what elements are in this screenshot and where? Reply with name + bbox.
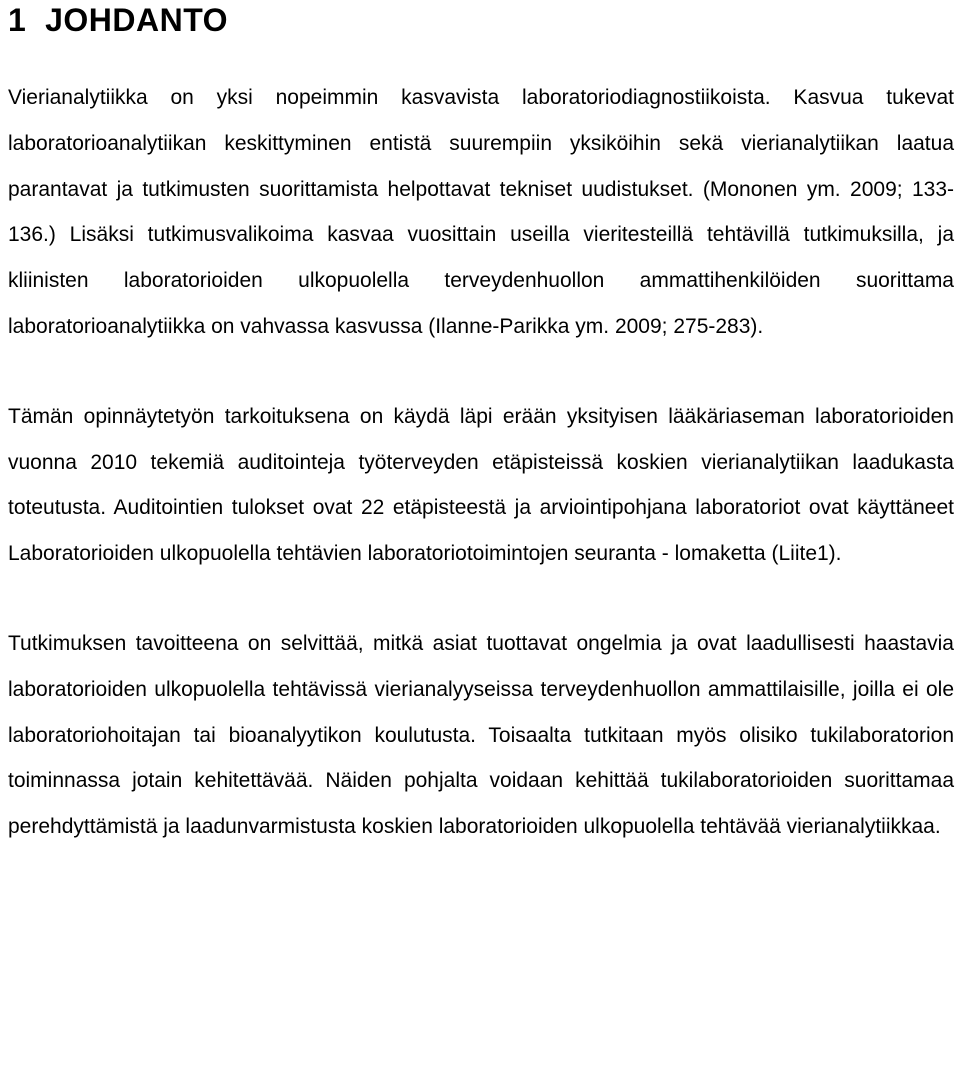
paragraph-goal: Tutkimuksen tavoitteena on selvittää, mitkä asiat tuottavat ongelmia ja ovat laadullisesti haastavia laboratorioiden ulkopuolella tehtävissä vierianalyyseissa terveydenhuollon ammattilaisille, joilla ei ole laboratoriohoitajan tai bioanalyytikon koulutusta. Toisaalta tutkitaan myös olisiko tukilaboratorion toiminnassa jotain kehitettävää. Näiden pohjalta voidaan kehittää tukilaboratorioiden suorittamaa perehdyttämistä ja laadunvarmistusta koskien laboratorioiden ulkopuolella tehtävää vierianalytiikkaa. xyxy=(8,631,954,839)
chapter-heading xyxy=(8,0,954,40)
chapter-title: JOHDANTO xyxy=(45,2,229,38)
chapter-number: 1 xyxy=(8,2,27,38)
document-page xyxy=(8,0,954,850)
paragraph-intro: Vierianalytiikka on yksi nopeimmin kasvavista laboratoriodiagnostiikoista. Kasvua tukevat laboratorioanalytiikan keskittyminen entistä suurempiin yksiköihin sekä vierianalytiikan laatua parantavat ja tutkimusten suorittamista helpottavat tekniset uudistukset. (Mononen ym. 2009; 133-136.) Lisäksi tutkimusvalikoima kasvaa vuosittain useilla vieritesteillä tehtävillä tutkimuksilla, ja kliinisten laboratorioiden ulkopuolella terveydenhuollon ammattihenkilöiden suorittama laboratorioanalytiikka on vahvassa kasvussa (Ilanne-Parikka ym. 2009; 275-283). xyxy=(8,86,954,338)
paragraph-purpose: Tämän opinnäytetyön tarkoituksena on käydä läpi erään yksityisen lääkäriaseman laboratorioiden vuonna 2010 tekemiä auditointeja työterveyden etäpisteissä koskien vierianalytiikan laadukasta toteutusta. Auditointien tulokset ovat 22 etäpisteestä ja arviointipohjana laboratoriot ovat käyttäneet Laboratorioiden ulkopuolella tehtävien laboratoriotoimintojen seuranta - lomaketta (Liite1). xyxy=(8,404,954,566)
